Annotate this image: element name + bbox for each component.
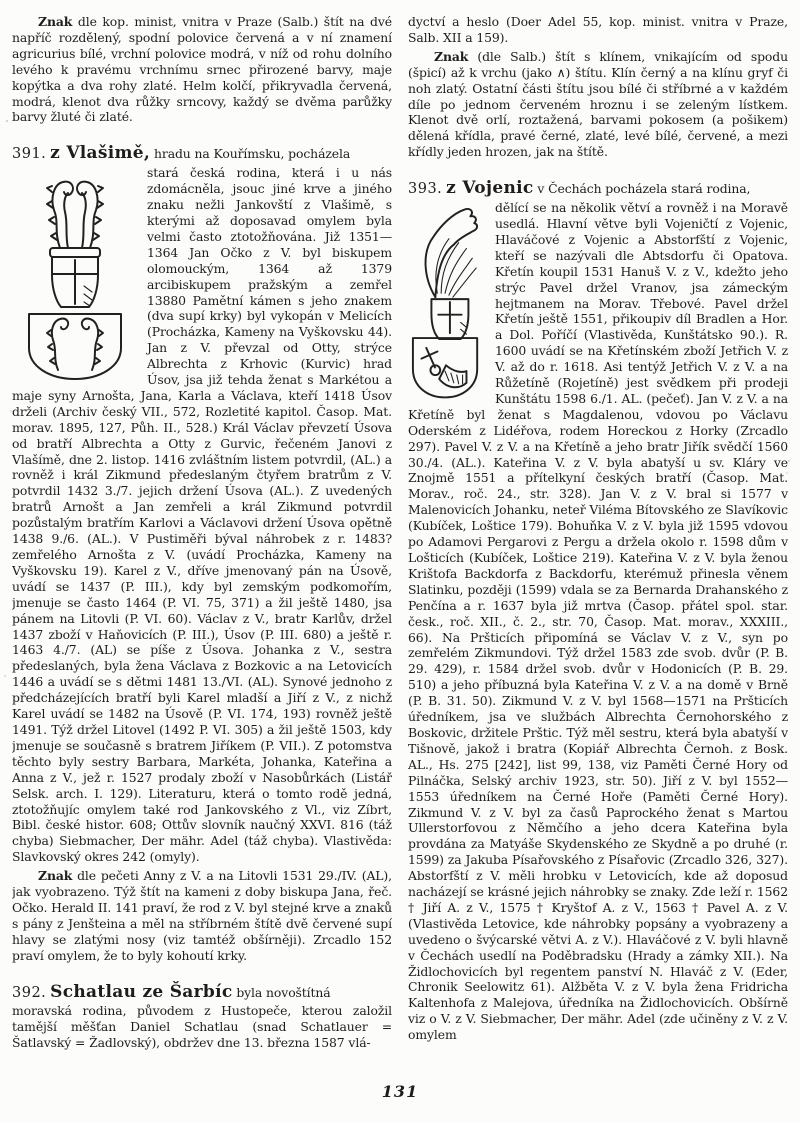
entry-392-intro: byla novoštítná	[236, 984, 331, 1000]
vojenic-crest-illustration	[410, 203, 484, 403]
entry-393-body-text: dělící se na několik větví a rovněž i na Moravě usedlá. Hlavní větve byli Vojeničtí z Vojenic, Hlaváčové z Vojenic a Abstorfští z Vojenic, kteří se nazývali dle Abtsdorfu či Opatova. Křetín koupil 1531 Hanuš V. z V., kdežto jeho strýc Pavel držel Vranov, jsa zámeckým hejtmanem na Morav. Třebové. Pavel držel Křetín ještě 1551, přikoupiv díl Bradlen a Hor. a Dol. Poříčí (Vlastivěda, Kunštátsko 90.). R. 1600 uvádí se na Křetínském zboží Jetřich V. z V. až do r. 1618. Asi tentýž Jetřich V. z V. a na Růžetíně (Rojetíně) jest svědkem při prodeji Kunštátu 1598 6./1. AL. (pečeť). Jan V. z V. a na Křetíně byl ženat s Magdalenou, vdovou po Václavu Oderském z Lidéřova, rodem Horeckou z Horky (Zrcadlo 297). Pavel V. z V. a na Křetíně a jeho bratr Jiřík svědčí 1560 30./4. (AL.). Kateřina V. z V. byla abatyší u sv. Kláry ve Znojmě 1551 a přítelkyní českých bratří (Časop. Mat. Morav., roč. 24., str. 328). Jan V. z V. bral si 1577 v Malenovicích Johanku, neteř Viléma Bítovského ze Slavíkovic (Kubíček, Loštice 179). Bohuňka V. z V. byla již 1595 vdovou po Adamovi Pergarovi z Pergu a držela okolo r. 1598 dům v Lošticích (Kubíček, Loštice 219). Kateřina V. z V. byla ženou Krištofa Backdorfa z Backdorfu, kterémuž přinesla věnem Slatinku, později (1599) vdala se za Bernarda Drahanského z Penčína a r. 1637 byla již mrtva (Časop. přátel spol. star. česk., roč. XII., č. 2., str. 70, Časop. Mat. morav., XXXIII., 66). Na Pršticích připomíná se Václav V. z V., syn po zemřelém Zikmundovi. Týž držel 1583 zde svob. dvůr (P. B. 29. 429), r. 1584 držel svob. dvůr v Hodonicích (P. B. 29. 510) a jeho příbuzná byla Kateřina V. z V. a na domě v Brně (P. B. 31. 50). Zikmund V. z V. byl 1568—1571 na Pršticích úředníkem, jsa ve službách Albrechta Černohorského z Boskovic, držitele Prštic. Týž měl sestru, která byla abatyší v Tišnově, jakož i bratra (Kopiář Albrechta Černoh. z Bosk. AL., Hs. 275 [242], list 99, 138, viz Paměti Černé Hory od Pilnáčka, Selský archiv 1923, str. 50). Jiří z V. byl 1552—1553 úředníkem na Černé Hoře (Paměti Černé Hory). Zikmund V. z V. byl za časů Paprockého ženat s Martou Ullerstorfovou z Němčího a jeho dcera Kateřina byla provdána za Matyáše Skydenského ze Skydně a po druhé (r. 1599) za Jakuba Písařovského z Písařovic (Zrcadlo 326, 327). Abstorfští z V. měli hrobku v Letovicích, kde až doposud nacházejí se krásné jejich náhrobky se znaky. Zde leží r. 1562 † Jiří A. z V., 1575 † Kryštof A. z V., 1563 † Pavel A. z V. (Vlastivěda Letovice, kde náhrobky popsány a vyobrazeny a uvedeno o švýcarské větvi A. z V.). Hlaváčové z V. byli hlavně v Čechách usedlí na Poděbradsku (Hrady a zámky XII.). Na Židlochovicích byl regentem panství N. Hlaváč z V. (Eder, Chronik Seelowitz 61). Alžběta V. z V. byla žena Fridricha Kaltenhofa z Malejova, úředníka na Židlochovicích. Obšírně viz o V. z V. Siebmacher, Der mähr. Adel (zde učiněny z V. z V. omylem	[408, 200, 788, 1043]
entry-392-znak-paragraph	[408, 49, 788, 160]
entry-392-family-name: Schatlau ze Šarbíc	[50, 981, 233, 1002]
entry-393-family-name: z Vojenic	[446, 178, 534, 199]
carryover-paragraph: dyctví a heslo (Doer Adel 55, kop. minist. vnitra v Praze, Salb. XII a 159).	[408, 14, 788, 45]
entry-391-znak-text: dle pečeti Anny z V. a na Litovli 1531 29./IV. (AL), jak vyobrazeno. Týž štít na kameni z doby biskupa Jana, řeč. Očko. Herald II. 141 praví, že rod z V. byl stejné krve a znaků s pány z Jenšteina a měl na stříbrném štítě dvě červené supí hlavy se zlatými nosy (viz tamtéž obšírněji). Zrcadlo 152 praví omylem, že to byly kohoutí krky.	[12, 868, 392, 963]
entry-391-body-text: stará česká rodina, která i u nás zdomácněla, jsouc jiné krve a jiného znaku nežli Jankovští z Vlašimě, s kterými až doposavad omylem byla velmi často ztotožňována. Již 1351—1364 Jan Očko z V. byl biskupem olomouckým, 1364 až 1379 arcibiskupem pražským a zemřel 13880 Pamětní kámen s jeho znakem (dva supí krky) byl vykopán v Melicích (Procházka, Kameny na Vyškovsku 44). Jan z V. převzal od Otty, strýce Albrechta z Krhovic (Kurvic) hrad Úsov, jsa již tehda ženat s Markétou a maje syny Arnošta, Jana, Karla a Václava, kteří 1418 Úsov drželi (Archiv český VII., 572, Rozletité kapitol. Časop. Mat. morav. 1895, 127, Půh. II., 528.) Král Václav převzetí Úsova od bratří Albrechta a Otty z Gurvic, řečeném Janovi z Vlašímě, dne 2. listop. 1416 zvláštním listem potvrdil, (AL.) a rovněž i král Zikmund předeslaným čtyřem bratrům z V. potvrdil 1432 3./7. jejich držení Úsova (AL.). Z uvedených bratrů Arnošt a Jan zemřeli a král Zikmund potvrdil pozůstalým bratřím Karlovi a Václavovi držení Úsova opětně 1438 9./6. (AL.). V Pustiměři býval náhrobek z r. 1483? zemřelého Arnošta z V. (uvádí Procházka, Kameny na Vyškovsku 19). Karel z V., dříve jmenovaný pán na Úsově, uvádí se 1437 (P. III.), kdy byl zemským podkomořím, jmenuje se často 1464 (P. VI. 75, 371) a žil ještě 1480, jsa pánem na Litovli (P. VI. 60). Václav z V., bratr Karlův, držel 1437 zboží v Haňovicích (P. III.), Úsov (P. III. 680) a ještě r. 1463 4./7. (AL) se píše z Úsova. Johanka z V., sestra předeslaných, byla žena Václava z Bozkovic a na Letovicích 1446 a uvádí se s dětmi 1481 13./VI. (AL). Synové jednoho z předcházejících bratří byli Karel mladší a Jiří z V., z nichž Karel uvádí se 1482 na Úsově (P. VI. 174, 193) rovněž ještě 1491. Týž držel Litovel (1492 P. VI. 305) a žil ještě 1503, kdy jmenuje se současně s bratrem Jiříkem (P. VII.). Z potomstva těchto byly sestry Barbara, Markéta, Johanka, Kateřina a Anna z V., jež r. 1527 prodaly zboží v Nasobůrkách (Listář Selsk. arch. I. 129). Literaturu, která o tomto rodě jedná, ztotožňujíc omylem také rod Jankovského z Vl., viz Zíbrt, Bibl. české histor. 608; Ottův slovník naučný XXVI. 816 (táž chyba) Siebmacher, Der mähr. Adel (táž chyba). Vlastivěda: Slavkovský okres 242 (omyly).	[12, 165, 392, 865]
entry-392-heading	[12, 981, 392, 1002]
left-column	[12, 14, 392, 1076]
entry-391-heading	[12, 143, 392, 164]
znak-paragraph-previous-entry	[12, 14, 392, 125]
two-column-layout	[12, 14, 788, 1076]
znak-lead-word: Znak	[38, 14, 73, 29]
entry-391-intro: hradu na Kouřímsku, pocházela	[153, 146, 351, 162]
entry-392-body-text: moravská rodina, původem z Hustopeče, kterou založil tamější měšťan Daniel Schatlau (snad Schatlauer = Šatlavský = Žadlovský), obdržev dne 13. března 1587 vlá-	[12, 1003, 392, 1051]
vlasim-crest-illustration	[14, 168, 136, 380]
scan-specks	[6, 120, 8, 122]
znak-lead-word: Znak	[434, 48, 469, 64]
entry-391-family-name: z Vlašimě,	[50, 143, 151, 164]
entry-391-body-block	[12, 165, 392, 865]
znak-lead-word: Znak	[38, 868, 73, 884]
entry-392-number: 392.	[12, 984, 47, 1001]
right-column	[408, 14, 788, 1076]
wing-crest-icon	[410, 203, 484, 403]
entry-393-heading	[408, 178, 788, 199]
entry-393-number: 393.	[408, 181, 443, 198]
entry-391-number: 391.	[12, 146, 47, 163]
entry-393-body-block	[408, 200, 788, 1043]
vulture-necks-crest-icon	[14, 168, 136, 380]
entry-391-znak-paragraph	[12, 868, 392, 963]
entry-393-intro: v Čechách pocházela stará rodina,	[537, 181, 751, 197]
znak-text: dle kop. minist, vnitra v Praze (Salb.) štít na dvé napříč rozdělený, spodní polovice červená a v ní znamení agricurius bílé, vrchní polovice modrá, v níž od rohu dolního levého k pravému vrchnímu srnec přirozené barvy, maje kopýtka a dva rohy zlaté. Helm kolčí, přikryvadla červená, modrá, klenot dva růžky srncovy, každý se dvěma parůžky barvy žluté či zlaté.	[12, 14, 392, 125]
page-number: 131	[381, 1082, 419, 1101]
entry-392-znak-text: (dle Salb.) štít s klínem, vnikajícím od spodu (špicí) až k vrchu (jako ∧) štítu. Klín černý a na klínu gryf či noh zlatý. Ostatní části štítu jsou bílé či stříbrné a v každém díle po jednom červeném hroznu i se zeleným lístkem. Klenot dvě orlí, roztažená, barvami pokosem (a pošikem) dělená křídla, pravé černé, zlaté, levé bílé, červené, a mezi křídly jeden hrozen, jak na štítě.	[408, 48, 788, 160]
